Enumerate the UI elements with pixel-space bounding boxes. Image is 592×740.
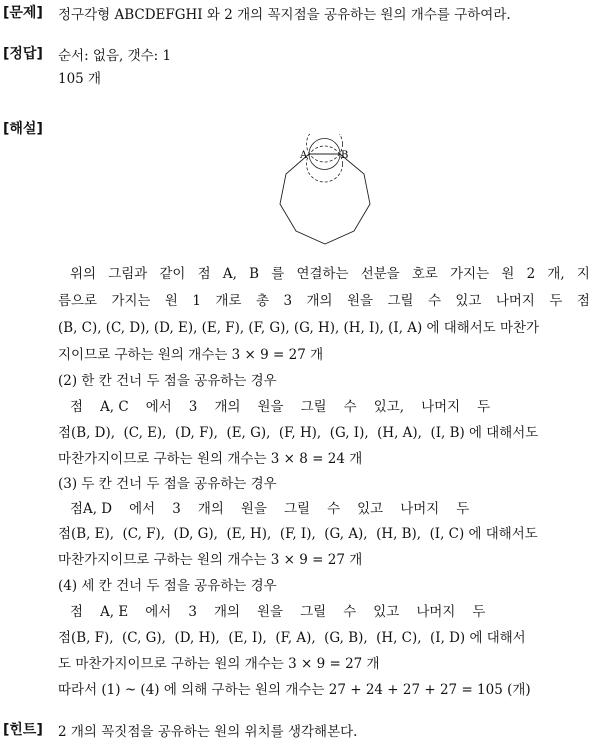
solution-line-17: 따라서 (1) ~ (4) 에 의해 구하는 원의 개수는 27 + 24 + 27 + 27 = 105 (개): [58, 682, 531, 698]
vertex-label-a: A: [300, 150, 308, 161]
solution-line-3: (B, C), (C, D), (D, E), (E, F), (F, G), (G, H), (H, I), (I, A) 에 대해서도 마찬가: [58, 320, 539, 336]
solution-line-2: 름으로 가지는 원 1 개로 총 3 개의 원을 그릴 수 있고 나머지 두 점: [58, 293, 590, 309]
hint-text: 2 개의 꼭짓점을 공유하는 원의 위치를 생각해본다.: [58, 724, 358, 740]
hint-tag: [힌트]: [3, 722, 43, 738]
nonagon-diagram: [270, 134, 380, 249]
problem-tag: [문제]: [3, 5, 43, 21]
solution-line-13: (4) 세 칸 건너 두 점을 공유하는 경우: [58, 578, 277, 594]
solution-line-4: 지이므로 구하는 원의 개수는 3 × 9 = 27 개: [58, 347, 324, 363]
solution-line-7: 점(B, D), (C, E), (D, F), (E, G), (F, H), (G, I), (H, A), (I, B) 에 대해서도: [58, 425, 539, 441]
answer-tag: [정답]: [3, 46, 43, 62]
problem-text: 정구각형 ABCDEFGHI 와 2 개의 꼭지점을 공유하는 원의 개수를 구하여라.: [58, 7, 511, 23]
solution-line-10: 점A, D 에서 3 개의 원을 그릴 수 있고 나머지 두: [70, 501, 470, 517]
solution-line-5: (2) 한 칸 건너 두 점을 공유하는 경우: [58, 373, 277, 389]
vertex-label-b: B: [341, 150, 349, 161]
solution-line-16: 도 마찬가지이므로 구하는 원의 개수는 3 × 9 = 27 개: [58, 656, 380, 672]
nonagon-shape: [280, 154, 370, 244]
solution-line-9: (3) 두 칸 건너 두 점을 공유하는 경우: [58, 476, 277, 492]
solution-line-11: 점(B, E), (C, F), (D, G), (E, H), (F, I), (G, A), (H, B), (I, C) 에 대해서도: [58, 526, 538, 542]
solution-line-14: 점 A, E 에서 3 개의 원을 그릴 수 있고 나머지 두: [70, 604, 486, 620]
circle-arc-lower: [307, 146, 343, 182]
answer-line-2: 105 개: [58, 71, 102, 87]
solution-tag: [해설]: [3, 121, 43, 137]
solution-line-15: 점(B, F), (C, G), (D, H), (E, I), (F, A), (G, B), (H, C), (I, D) 에 대해서: [58, 630, 526, 646]
nonagon-figure: [270, 134, 380, 249]
solution-line-12: 마찬가지이므로 구하는 원의 개수는 3 × 9 = 27 개: [58, 552, 363, 568]
solution-line-6: 점 A, C 에서 3 개의 원을 그릴 수 있고, 나머지 두: [70, 399, 491, 415]
solution-line-8: 마찬가지이므로 구하는 원의 개수는 3 × 8 = 24 개: [58, 451, 363, 467]
answer-line-1: 순서: 없음, 갯수: 1: [58, 48, 172, 64]
solution-line-1: 위의 그림과 같이 점 A, B 를 연결하는 선분을 호로 가지는 원 2 개, 지: [70, 266, 590, 282]
